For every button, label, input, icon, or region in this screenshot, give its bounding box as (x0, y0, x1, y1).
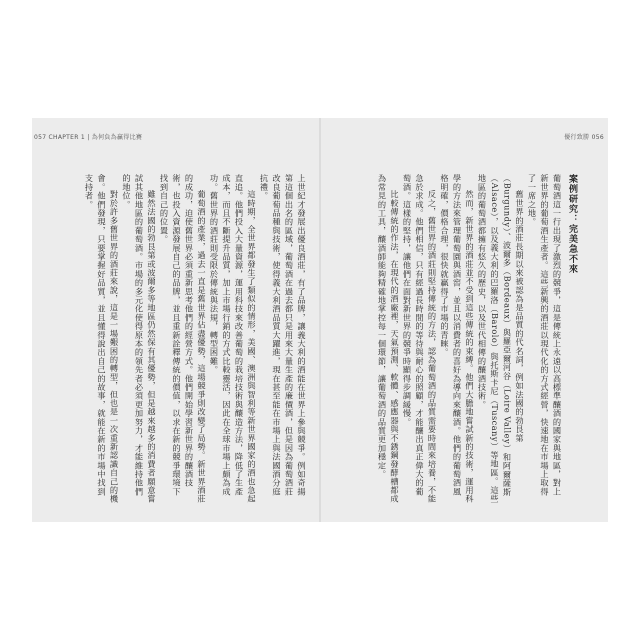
paragraph: 雖然法國的勃艮第或波爾多等地區仍然保有其優勢，但是越來越多的消費者願意嘗試其他地區的葡萄酒。市場的多元化使得原本的領先者必須更加努力，才能維持他們的地位。 (122, 174, 157, 504)
paragraph: 舊世界的酒莊長期以來被認為是品質的代名詞，例如法國的勃艮第（Burgundy）、波爾多（Bordeaux）與羅亞爾河谷（Loire Valley）和阿爾薩斯（Alsace），以及義大利的巴羅洛（Barolo）與托斯卡尼（Tuscany）等地區。這些地區的葡萄酒都擁有悠久的歷史，以及世代相傳的釀酒技術。 (477, 174, 525, 503)
right-page (320, 118, 608, 522)
left-page-text (68, 174, 308, 504)
section-title: 案例研究：完美急不來 (567, 174, 577, 274)
left-page-header: 057 CHAPTER 1 | 為何負為贏得比賽 (34, 134, 143, 141)
left-page (32, 118, 320, 522)
paragraph: 反之，舊世界的酒莊則堅持傳統的方法，認為葡萄酒的品質需要時間來培養，不能急於求成。他們相信，只有經過長時間的等待與耐心的照顧，才能釀出真正偉大的葡萄酒。這樣的堅持，讓他們在面對新世界的競爭時顯得步調緩慢。 (402, 174, 438, 504)
paragraph: 比較傳統的作法，在現代的酒廠裡，天氣預測、軟體、感應器與不銹鋼發酵槽都成為常見的工具，釀酒師能夠精確地掌控每一個環節，讓葡萄酒的品質更加穩定。 (377, 174, 400, 504)
paragraph: 上世紀才發展出優良酒莊，有了品牌，讓義大利的酒能在世界上參與競爭。例如奇揚第這個出名的區域，葡萄酒在過去都只是用來大量生產的廉價酒，但是因為葡萄酒莊改良葡萄品種與技術，使得義大利酒品質大躍進，現在甚至能在市場上與法國酒分庭抗禮。 (259, 174, 307, 496)
paragraph: 然而，新世界的酒莊並不受到這些傳統的束縛。他們大膽地嘗試新的技術，運用科學的方法來管理葡萄園與酒窖，並且以消費者的喜好為導向來釀酒。他們的葡萄酒風格明確，價格合理，很快就贏得了市場的青睞。 (440, 174, 475, 504)
paragraph: 葡萄酒這一行出現了激烈的競爭，這是傳統上永遠以高標準釀酒的國家與地區，對上新世界的葡萄酒生產者。這些新興的酒莊以現代化的方式經營，快速地在市場上取得了一席之地。 (527, 174, 563, 496)
right-page-header: 優行致勝 056 (564, 134, 604, 141)
right-page-text (346, 174, 578, 504)
paragraph: 對於許多舊世界的酒莊來說，這是一場艱困的轉型，但也是一次重新認識自己的機會。他們發現，只要掌握好品質，並且懂得說出自己的故事，就能在新的市場中找到支持者。 (84, 174, 120, 504)
paragraph: 葡萄酒的產業，過去一直是舊世界佔盡優勢，這場競爭則改變了局勢。新世界酒莊的成功，迫使舊世界必須重新思考他們的經營方式。他們開始學習新世界的釀酒技術，也投入資源發展自己的品牌，並且重新詮釋傳統的價值，以求在新的競爭環境下找到自己的位置。 (159, 174, 207, 504)
book-spread (32, 118, 608, 522)
paragraph: 這時期，全世界都發生了類似的情形，美國、澳洲與智利等新世界國家的酒也急起直追。他們投入大量資源，運用科技來改善葡萄的栽培技術與釀造方法，降低了生產成本，而且不斷提升品質，加上市場行銷的方式比較靈活，因此在全球市場上頗為成功。舊世界的酒莊則受限於傳統與法規，轉型困難。 (209, 174, 257, 504)
